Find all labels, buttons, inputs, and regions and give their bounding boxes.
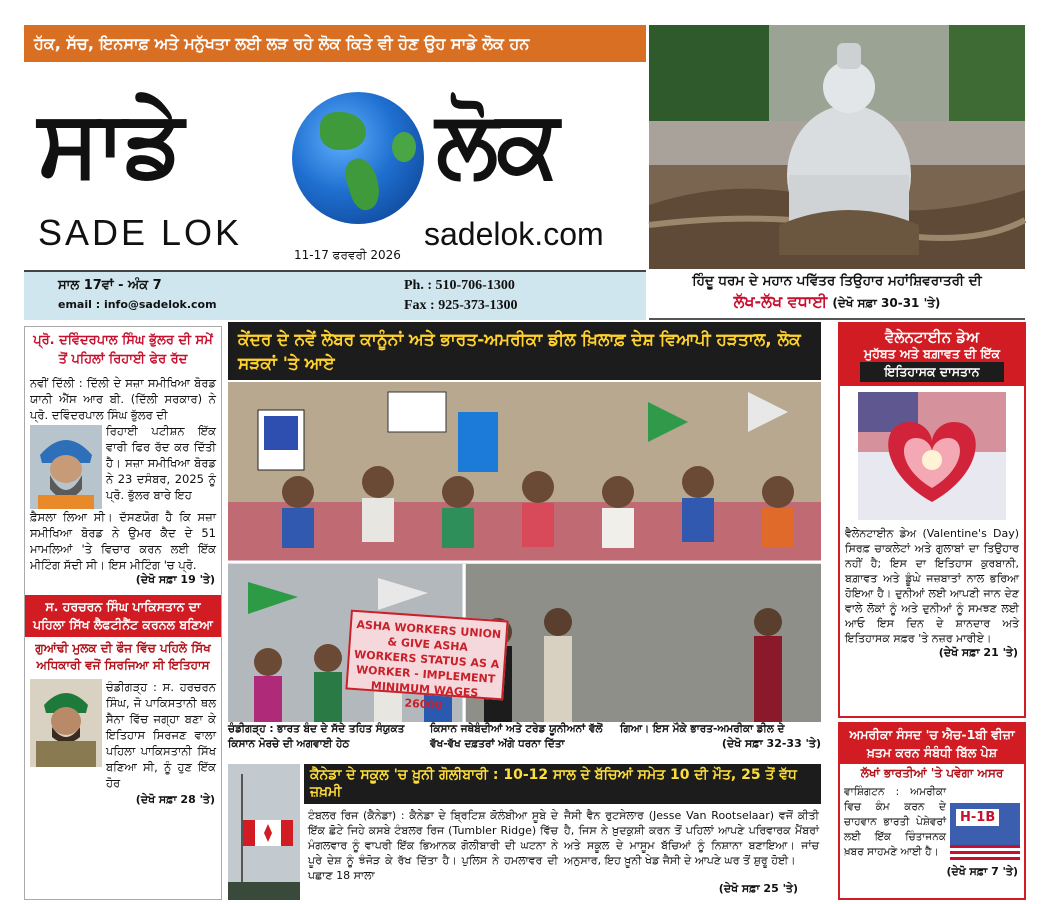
canada-body-col2: ਜੈਸੀ ਵੈਨ ਰੁਟਸੇਲਾਰ (Jesse Van Rootselaar) ਵਜੋਂ ਕੀਤੀ ਹੈ, ਜਿਸ ਨੇ ਖ਼ੁਦਕੁਸ਼ੀ ਕਰਨ ਤੋਂ ਪਹਿਲਾਂ ਆਪਣੇ ਪਰਿਵਾਰਕ ਮੈਂਬਰਾਂ ਅਤੇ ਸਕੂਲ ਦੇ ਮਾਸੂਮ ਬੱਚਿਆਂ ਨੂੰ ਨਿਸ਼ਾਨਾ ਬਣਾਇਆ। ਜਾਂਚ ਅਨੁਸਾਰ, ਇਹ ਖ਼ੂਨੀ ਖੇਡ ਜੈਸੀ ਦੇ ਆਪਣੇ ਘਰ ਤੋਂ ਸ਼ੁਰੂ ਹੋਈ। xyxy=(564,809,819,867)
hero-caption-greeting: ਲੱਖ-ਲੱਖ ਵਧਾਈ xyxy=(733,292,828,311)
h1b-story xyxy=(838,722,1026,900)
valentine-body: ਵੈਲੇਨਟਾਈਨ ਡੇਅ (Valentine's Day) ਸਿਰਫ਼ ਚਾਕਲੇਟਾਂ ਅਤੇ ਗੁਲਾਬਾਂ ਦਾ ਤਿਉਹਾਰ ਨਹੀਂ ਹੈ; ਇਸ ਦਾ ਇਤਿਹਾਸ ਕੁਰਬਾਨੀ, ਬਗ਼ਾਵਤ ਅਤੇ ਡੂੰਘੇ ਜਜ਼ਬਾਤਾਂ ਨਾਲ ਭਰਿਆ ਹੋਇਆ ਹੈ। ਦੁਨੀਆਂ ਲਈ ਆਪਣੀ ਜਾਨ ਦੇਣ ਵਾਲੇ ਲੋਕਾਂ ਨੂੰ ਅਤੇ ਦੁਨੀਆਂ ਨੂੰ ਸਮਝਣ ਲਈ ਆਓ ਇਸ ਦਿਨ ਦੇ ਸ਼ਾਨਦਾਰ ਅਤੇ ਇਤਿਹਾਸਕ ਸਫ਼ਰ 'ਤੇ ਨਜ਼ਰ ਮਾਰੀਏ। xyxy=(845,527,1019,645)
h1b-ref[interactable]: (ਦੇਖੋ ਸਫ਼ਾ 7 'ਤੇ) xyxy=(946,865,1018,878)
issue-date: 11-17 ਫਰਵਰੀ 2026 xyxy=(294,248,401,262)
masthead-name-right: ਲੋਕ xyxy=(436,90,557,197)
left-column xyxy=(24,326,222,900)
caption-part3: ਗਿਆ। ਇਸ ਮੌਕੇ ਭਾਰਤ-ਅਮਰੀਕਾ ਡੀਲ ਦੇ xyxy=(620,723,785,735)
story2-photo xyxy=(30,679,102,767)
volume-issue: ਸਾਲ 17ਵਾਂ - ਅੰਕ 7 xyxy=(58,278,162,293)
canada-headline[interactable]: ਕੈਨੇਡਾ ਦੇ ਸਕੂਲ 'ਚ ਖ਼ੂਨੀ ਗੋਲੀਬਾਰੀ : 10-12 ਸਾਲ ਦੇ ਬੱਚਿਆਂ ਸਮੇਤ 10 ਦੀ ਮੌਤ, 25 ਤੋਂ ਵੱਧ ਜ਼ਖ਼ਮੀ xyxy=(304,764,821,804)
story2-headline[interactable]: ਸ. ਹਰਚਰਨ ਸਿੰਘ ਪਾਕਿਸਤਾਨ ਦਾ ਪਹਿਲਾ ਸਿੱਖ ਲੈਫਟੀਨੈਂਟ ਕਰਨਲ ਬਣਿਆ xyxy=(25,595,221,637)
canada-flag-photo xyxy=(228,764,300,900)
lead-headline-box xyxy=(228,322,821,382)
lead-headline[interactable]: ਕੇਂਦਰ ਦੇ ਨਵੇਂ ਲੇਬਰ ਕਾਨੂੰਨਾਂ ਅਤੇ ਭਾਰਤ-ਅਮਰੀਕਾ ਡੀਲ ਖ਼ਿਲਾਫ਼ ਦੇਸ਼ ਵਿਆਪੀ ਹੜਤਾਲ, ਲੋਕ ਸੜਕਾਂ 'ਤੇ ਆਏ xyxy=(228,322,821,380)
caption-ref[interactable]: (ਦੇਖੋ ਸਫ਼ਾ 32-33 'ਤੇ) xyxy=(721,737,821,750)
hero-caption-ref: (ਦੇਖੋ ਸਫ਼ਾ 30-31 'ਤੇ) xyxy=(832,296,941,310)
hero-caption xyxy=(649,269,1025,320)
story2-subhead: ਗੁਆਂਢੀ ਮੁਲਕ ਦੀ ਫੌਜ ਵਿੱਚ ਪਹਿਲੇ ਸਿੱਖ ਅਧਿਕਾਰੀ ਵਜੋਂ ਸਿਰਜਿਆ ਸੀ ਇਤਿਹਾਸ xyxy=(35,641,211,672)
story1-ref[interactable]: (ਦੇਖੋ ਸਫ਼ਾ 19 'ਤੇ) xyxy=(135,573,215,586)
h1b-subhead: ਲੱਖਾਂ ਭਾਰਤੀਆਂ 'ਤੇ ਪਵੇਗਾ ਅਸਰ xyxy=(860,766,1004,780)
story2-body: ਚੰਡੀਗੜ੍ਹ : ਸ. ਹਰਚਰਨ ਸਿੰਘ, ਜੋ ਪਾਕਿਸਤਾਨੀ ਥਲ ਸੈਨਾ ਵਿੱਚ ਜਗ੍ਹਾ ਬਣਾ ਕੇ ਇਤਿਹਾਸ ਸਿਰਜਣ ਵਾਲਾ ਪਹਿਲਾ ਪਾਕਿਸਤਾਨੀ ਸਿੱਖ ਬਣਿਆ ਸੀ, ਨੂੰ ਹੁਣ ਇੱਕ ਹੋਰ xyxy=(106,680,216,790)
story1-body-bottom: ਫ਼ੈਸਲਾ ਲਿਆ ਸੀ। ਦੱਸਣਯੋਗ ਹੈ ਕਿ ਸਜ਼ਾ ਸਮੀਖਿਆ ਬੋਰਡ ਨੇ ਉਮਰ ਕੈਦ ਦੇ 51 ਮਾਮਲਿਆਂ 'ਤੇ ਵਿਚਾਰ ਕਰਨ ਲਈ ਇੱਕ ਮੀਟਿੰਗ ਸੱਦੀ ਸੀ। ਇਸ ਮੀਟਿੰਗ 'ਚ ਪ੍ਰੋ. xyxy=(30,510,216,572)
valentine-heart-image xyxy=(858,392,1006,520)
hero-caption-line1: ਹਿੰਦੂ ਧਰਮ ਦੇ ਮਹਾਨ ਪਵਿੱਤਰ ਤਿਉਹਾਰ ਮਹਾਂਸ਼ਿਵਰਾਤਰੀ ਦੀ xyxy=(692,273,982,289)
valentine-story xyxy=(838,322,1026,718)
email-address[interactable]: email : info@sadelok.com xyxy=(58,298,217,311)
story1-body-top: ਨਵੀਂ ਦਿੱਲੀ : ਦਿੱਲੀ ਦੇ ਸਜ਼ਾ ਸਮੀਖਿਆ ਬੋਰਡ ਯਾਨੀ ਐੱਸ ਆਰ ਬੀ. (ਦਿੱਲੀ ਸਰਕਾਰ) ਨੇ ਪ੍ਰੋ. ਦਵਿੰਦਰਪਾਲ ਸਿੰਘ ਭੁੱਲਰ ਦੀ xyxy=(30,376,216,422)
caption-part2: ਕਿਸਾਨ ਜਥੇਬੰਦੀਆਂ ਅਤੇ ਟਰੇਡ ਯੂਨੀਅਨਾਂ ਵੱਲੋਂ ਵੱਖ-ਵੱਖ ਦਫ਼ਤਰਾਂ ਅੱਗੇ ਧਰਨਾ ਦਿੱਤਾ xyxy=(430,723,603,750)
h1b-headline[interactable]: ਅਮਰੀਕਾ ਸੰਸਦ 'ਚ ਐਚ-1ਬੀ ਵੀਜ਼ਾ ਖ਼ਤਮ ਕਰਨ ਸੰਬੰਧੀ ਬਿੱਲ ਪੇਸ਼ xyxy=(840,724,1024,764)
h1b-image xyxy=(950,803,1020,863)
asha-workers-banner: ASHA WORKERS UNION & GIVE ASHA WORKERS STATUS AS A WORKER - IMPLEMENT MINIMUM WAGES 26000 xyxy=(345,610,508,701)
masthead-name-left: ਸਾਡੇ xyxy=(38,90,182,197)
story2-ref[interactable]: (ਦੇਖੋ ਸਫ਼ਾ 28 'ਤੇ) xyxy=(135,793,215,806)
fax-number: Fax : 925-373-1300 xyxy=(404,298,518,313)
masthead xyxy=(24,62,646,270)
caption-part1: ਚੰਡੀਗੜ੍ਹ : ਭਾਰਤ ਬੰਦ ਦੇ ਸੱਦੇ ਤਹਿਤ ਸੰਯੁਕਤ ਕਿਸਾਨ ਮੋਰਚੇ ਦੀ ਅਗਵਾਈ ਹੇਠ xyxy=(228,723,405,750)
story1-photo xyxy=(30,425,102,509)
website-link[interactable]: sadelok.com xyxy=(424,216,604,252)
latin-name: SADE LOK xyxy=(38,212,243,253)
h1b-body: ਵਾਸ਼ਿੰਗਟਨ : ਅਮਰੀਕਾ ਵਿਚ ਕੰਮ ਕਰਨ ਦੇ ਚਾਹਵਾਨ ਭਾਰਤੀ ਪੇਸ਼ੇਵਰਾਂ ਲਈ ਇੱਕ ਚਿੰਤਾਜਨਕ ਖ਼ਬਰ ਸਾਹਮਣੇ ਆਈ ਹੈ। xyxy=(844,786,946,858)
story1-headline[interactable]: ਪ੍ਰੋ. ਦਵਿੰਦਰਪਾਲ ਸਿੰਘ ਭੁੱਲਰ ਦੀ ਸਮੇਂ ਤੋਂ ਪਹਿਲਾਂ ਰਿਹਾਈ ਫੇਰ ਰੱਦ xyxy=(25,327,221,373)
globe-logo xyxy=(292,92,424,224)
tagline-bar: ਹੱਕ, ਸੱਚ, ਇਨਸਾਫ਼ ਅਤੇ ਮਨੁੱਖਤਾ ਲਈ ਲੜ ਰਹੇ ਲੋਕ ਕਿਤੇ ਵੀ ਹੋਣ ਉਹ ਸਾਡੇ ਲੋਕ ਹਨ xyxy=(24,25,646,62)
hero-photo-shiva-statue xyxy=(649,25,1025,269)
valentine-headline[interactable]: ਵੈਲੇਨਟਾਈਨ ਡੇਅ xyxy=(840,324,1024,346)
phone-number: Ph. : 510-706-1300 xyxy=(404,278,515,293)
valentine-subhead2: ਇਤਿਹਾਸਕ ਦਾਸਤਾਨ xyxy=(860,362,1004,382)
story1-body-side: ਰਿਹਾਈ ਪਟੀਸ਼ਨ ਇੱਕ ਵਾਰੀ ਫਿਰ ਰੱਦ ਕਰ ਦਿੱਤੀ ਹੈ। ਸਜ਼ਾ ਸਮੀਖਿਆ ਬੋਰਡ ਨੇ 23 ਦਸੰਬਰ, 2025 ਨੂੰ ਪ੍ਰੋ. ਭੁੱਲਰ ਬਾਰੇ ਇਹ xyxy=(106,424,216,502)
info-bar xyxy=(24,270,646,320)
collage-captions xyxy=(228,722,821,762)
h1b-badge: H-1B xyxy=(956,809,999,826)
canada-ref[interactable]: (ਦੇਖੋ ਸਫ਼ਾ 25 'ਤੇ) xyxy=(718,882,798,895)
canada-story xyxy=(228,764,821,902)
canada-body-col1: ਟੰਬਲਰ ਰਿਜ (ਕੈਨੇਡਾ) : ਕੈਨੇਡਾ ਦੇ ਬ੍ਰਿਟਿਸ਼ ਕੋਲੰਬੀਆ ਸੂਬੇ ਦੇ ਇੱਕ ਛੋਟੇ ਜਿਹੇ ਕਸਬੇ ਟੰਬਲਰ ਰਿਜ (Tumbler Ridge) ਵਿੱਚ ਮੰਗਲਵਾਰ ਨੂੰ ਵਾਪਰੀ ਇੱਕ ਭਿਆਨਕ ਗੋਲੀਬਾਰੀ ਦੀ ਘਟਨਾ ਨੇ ਪੂਰੇ ਦੇਸ਼ ਨੂੰ ਝੰਜੋੜ ਕੇ ਰੱਖ ਦਿੱਤਾ ਹੈ। ਪੁਲਿਸ ਨੇ ਹਮਲਾਵਰ ਦੀ ਪਛਾਣ 18 ਸਾਲਾ xyxy=(308,809,558,882)
valentine-ref[interactable]: (ਦੇਖੋ ਸਫ਼ਾ 21 'ਤੇ) xyxy=(938,646,1018,659)
protest-photo-collage xyxy=(228,382,821,722)
valentine-subhead1: ਮੁਹੱਬਤ ਅਤੇ ਬਗ਼ਾਵਤ ਦੀ ਇੱਕ xyxy=(840,346,1024,362)
